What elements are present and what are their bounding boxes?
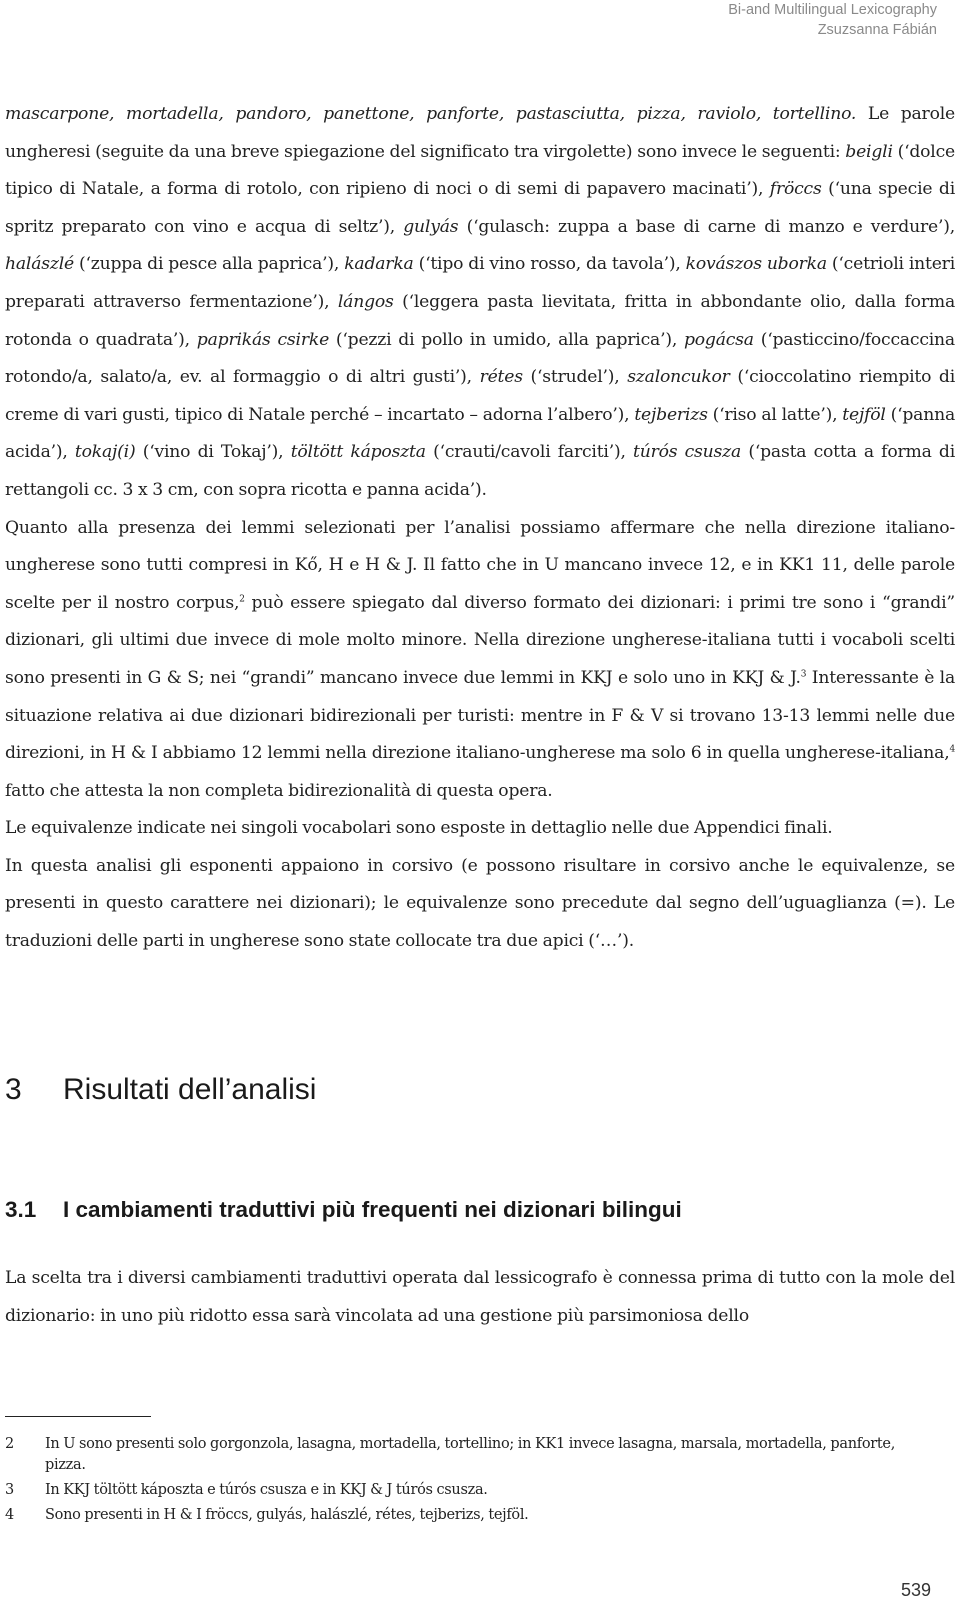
running-head: [728, 0, 937, 40]
paragraph-scelta: La scelta tra i diversi cambiamenti traduttivi operata dal lessicografo è connessa prima di tutto con la mole del dizionario: in uno più ridotto essa sarà vincolata ad una gestione più parsimoniosa dello: [5, 1268, 955, 1326]
term: tejföl: [842, 404, 886, 425]
term: gulyás: [403, 216, 459, 237]
footnote-ref-3[interactable]: 3: [800, 669, 807, 680]
term: kovászos uborka: [685, 254, 827, 275]
footnote-number: 3: [5, 1482, 14, 1498]
subsection-number: 3.1: [5, 1197, 37, 1222]
term: paprikás csirke: [196, 329, 330, 350]
term: szaloncukor: [627, 367, 730, 388]
footnote-3: [5, 1480, 925, 1501]
page-number: 539: [900, 1580, 931, 1600]
term: beigli: [845, 141, 893, 162]
paragraph-hungarian-terms: mascarpone, mortadella, pandoro, panettone, panforte, pastasciutta, pizza, raviolo, tortellino. Le parole ungheresi (seguite da una breve spiegazione del significato tra virgolette) sono invece le seguenti: beigli (‘dolce tipico di Natale, a forma di rotolo, con ripieno di noci o di semi di papavero macinati’), fröccs (‘una specie di spritz preparato con vino e acqua di seltz’), gulyás (‘gulasch: zuppa a base di carne di manzo e verdure’), halászlé (‘zuppa di pesce alla paprica’), kadarka (‘tipo di vino rosso, da tavola’), kovászos uborka (‘cetrioli interi preparati attraverso fermentazione’), lángos (‘leggera pasta lievitata, fritta in abbondante olio, dalla forma rotonda o quadrata’), paprikás csirke (‘pezzi di pollo in umido, alla paprica’), pogácsa (‘pasticcino/foccaccina rotondo/a, salato/a, ev. al formaggio o di altri gusti’), rétes (‘strudel’), szaloncukor (‘cioccolatino riempito di creme di vari gusti, tipico di Natale perché – incartato – adorna l’albero’), tejberizs (‘riso al latte’), tejföl (‘panna acida’), tokaj(i) (‘vino di Tokaj’), töltött káposzta (‘crauti/cavoli farciti’), túrós csusza (‘pasta cotta a forma di rettangoli cc. 3 x 3 cm, con sopra ricotta e panna acida’).: [5, 104, 955, 500]
paragraph-method-notes: In questa analisi gli esponenti appaiono in corsivo (e possono risultare in corsivo anche le equivalenze, se presenti in questo carattere nei dizionari); le equivalenze sono precedute dal segno dell’uguaglianza (=). Le traduzioni delle parti in ungherese sono state collocate tra due apici (‘…’).: [5, 855, 955, 952]
subsection-title: I cambiamenti traduttivi più frequenti nei dizionari bilingui: [63, 1197, 682, 1222]
section-title: Risultati dell’analisi: [63, 1073, 317, 1106]
footnote-text: In KKJ töltött káposzta e túrós csusza e in KKJ & J túrós csusza.: [45, 1482, 488, 1498]
footnote-number: 4: [5, 1507, 14, 1523]
paragraph-appendici: Le equivalenze indicate nei singoli vocabolari sono esposte in dettaglio nelle due Appendici finali.: [5, 818, 833, 839]
footnote-text: Sono presenti in H & I fröccs, gulyás, halászlé, rétes, tejberizs, tejföl.: [45, 1507, 529, 1523]
term: tejberizs: [634, 404, 708, 425]
section-heading: [5, 1073, 316, 1107]
footnote-number: 2: [5, 1436, 14, 1452]
footnote-ref-2[interactable]: 2: [239, 593, 245, 604]
running-head-title: Bi-and Multilingual Lexicography: [728, 2, 937, 18]
subsection-heading: [5, 1197, 682, 1223]
footnote-divider: [5, 1416, 151, 1417]
term: pogácsa: [683, 329, 754, 350]
term: töltött káposzta: [290, 442, 426, 463]
section-number: 3: [5, 1073, 22, 1106]
footnote-4: [5, 1505, 925, 1526]
paragraph-lemma-presence: Quanto alla presenza dei lemmi selezionati per l’analisi possiamo affermare che nella direzione italiano-ungherese sono tutti compresi in Kő, H e H & J. Il fatto che in U mancano invece 12, e in KK1 11, delle parole scelte per il nostro corpus,$^2$ può essere spiegato dal diverso formato dei dizionari: i primi tre sono i “grandi” dizionari, gli ultimi due invece di mole molto minore. Nella direzione ungherese-italiana tutti i vocaboli scelti sono presenti in G & S; nei “grandi” mancano invece due lemmi in KKJ e solo uno in KKJ & J.$^3$ Interessante è la situazione relativa ai due dizionari bidirezionali per turisti: mentre in F & V si trovano 13-13 lemmi nelle due direzioni, in H & I abbiamo 12 lemmi nella direzione italiano-ungherese ma solo 6 in quella ungherese-italiana,$^4$ fatto che attesta la non completa bidirezionalità di questa opera.: [5, 517, 955, 801]
term: túrós csusza: [633, 442, 742, 463]
running-head-author: Zsuzsanna Fábián: [817, 22, 937, 38]
italian-terms: mascarpone, mortadella, pandoro, panettone, panforte, pastasciutta, pizza, raviolo, tortellino.: [5, 104, 857, 124]
body-text: [5, 96, 955, 961]
term: tokaj(i): [74, 442, 136, 463]
term: rétes: [479, 367, 523, 388]
footnotes: [5, 1434, 925, 1530]
footnote-2: [5, 1434, 925, 1476]
term: lángos: [337, 291, 394, 312]
term: kadarka: [344, 254, 414, 275]
term: fröccs: [769, 179, 822, 200]
footnote-text: In U sono presenti solo gorgonzola, lasagna, mortadella, tortellino; in KK1 invece lasagna, marsala, mortadella, panforte, pizza.: [45, 1436, 896, 1473]
term: halászlé: [5, 254, 75, 275]
footnote-ref-4[interactable]: 4: [949, 744, 955, 755]
